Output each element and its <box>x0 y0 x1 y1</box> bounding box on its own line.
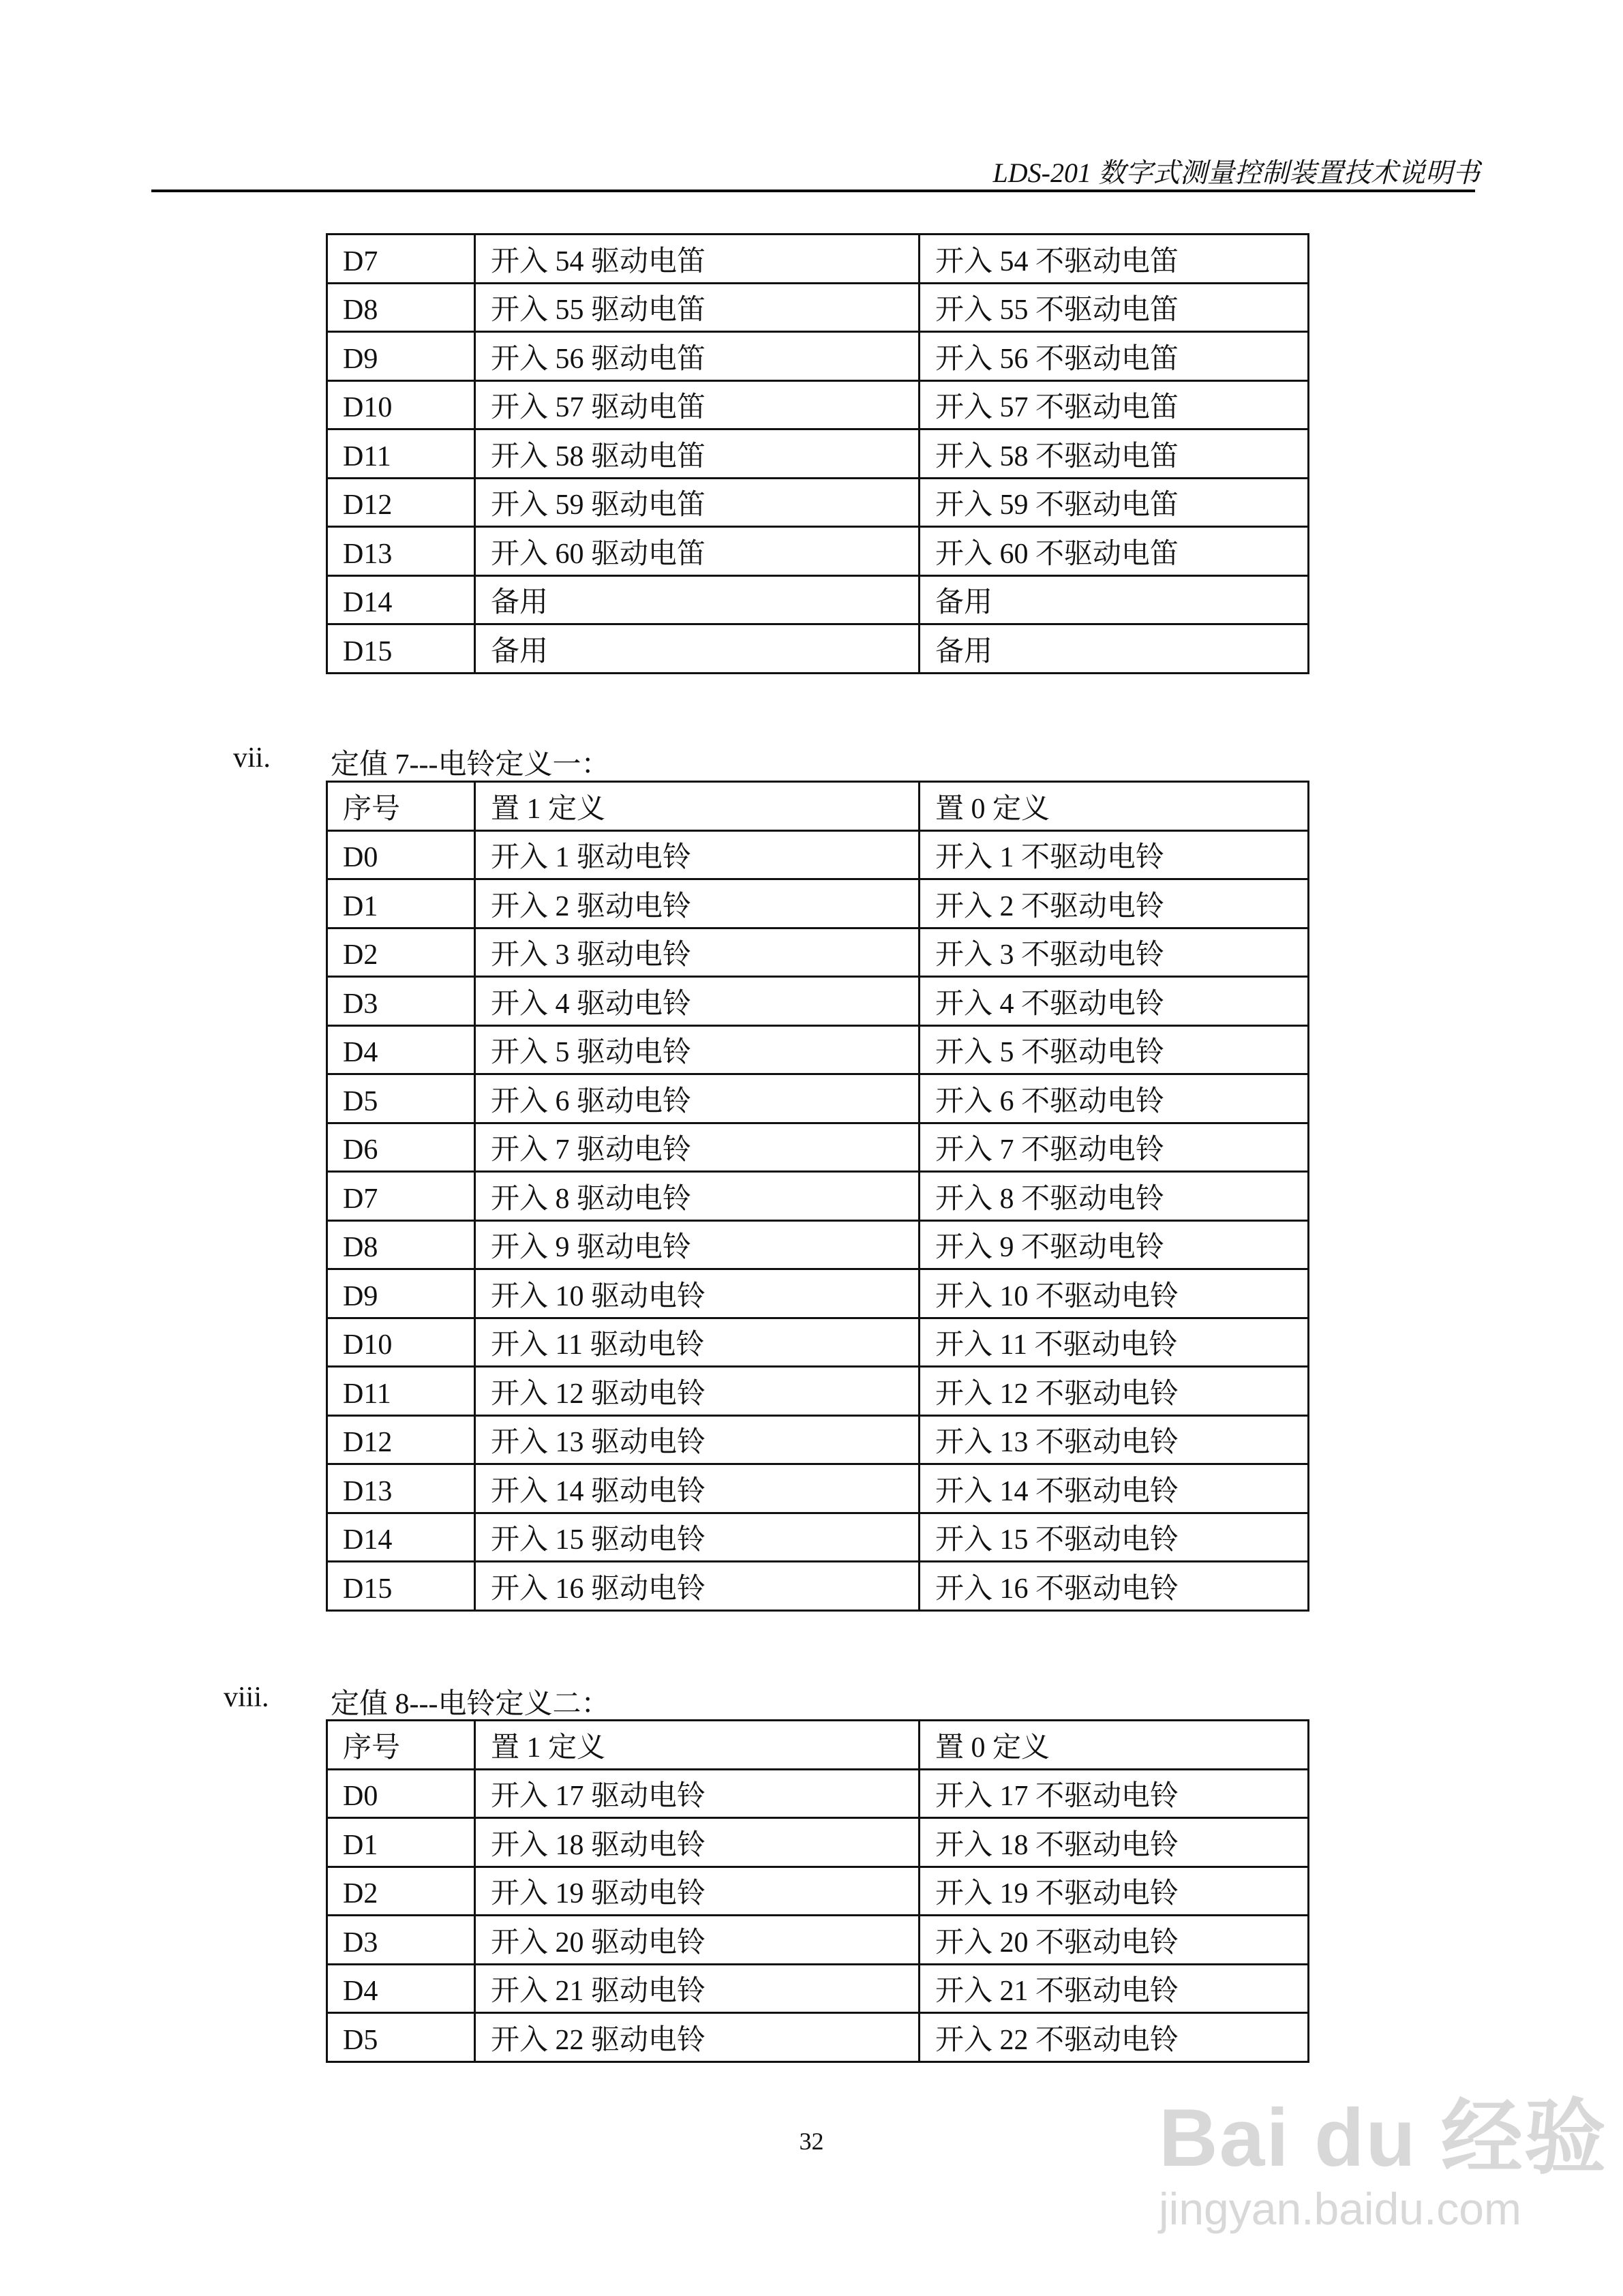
table-row <box>327 1220 1309 1269</box>
table-row <box>327 1916 1309 1965</box>
set-1-definition-cell: 开入 59 驱动电笛 <box>475 478 920 527</box>
table-row <box>327 527 1309 576</box>
set-1-definition-cell: 开入 6 驱动电铃 <box>475 1074 920 1123</box>
set-0-definition-cell: 开入 1 不驱动电铃 <box>920 830 1309 879</box>
bit-index-cell: D11 <box>327 1367 475 1416</box>
baidu-jingyan-watermark <box>1159 2072 1607 2235</box>
table-row <box>327 879 1309 928</box>
set-1-definition-cell: 置 1 定义 <box>475 782 920 831</box>
watermark-logo: Bai du 经验 <box>1159 2092 1608 2184</box>
bit-index-cell: D14 <box>327 1513 475 1562</box>
set-1-definition-cell: 开入 4 驱动电铃 <box>475 977 920 1026</box>
set-1-definition-cell: 开入 16 驱动电铃 <box>475 1562 920 1611</box>
table-bell-definition-2 <box>326 1719 1309 2063</box>
set-0-definition-cell: 开入 9 不驱动电铃 <box>920 1220 1309 1269</box>
bit-index-cell: D12 <box>327 1415 475 1464</box>
table-row <box>327 1464 1309 1513</box>
table-row <box>327 782 1309 831</box>
bit-index-cell: D11 <box>327 429 475 479</box>
table-row <box>327 1269 1309 1318</box>
section-title-viii: 定值 8---电铃定义二： <box>331 1689 610 1720</box>
set-0-definition-cell: 开入 6 不驱动电铃 <box>920 1074 1309 1123</box>
table-row <box>327 332 1309 381</box>
set-0-definition-cell: 开入 20 不驱动电铃 <box>920 1916 1309 1965</box>
set-1-definition-cell: 开入 57 驱动电笛 <box>475 380 920 429</box>
set-0-definition-cell: 开入 59 不驱动电笛 <box>920 478 1309 527</box>
bit-index-cell: D8 <box>327 283 475 332</box>
set-1-definition-cell: 开入 3 驱动电铃 <box>475 928 920 977</box>
table-row <box>327 1964 1309 2013</box>
set-1-definition-cell: 开入 15 驱动电铃 <box>475 1513 920 1562</box>
table-row <box>327 575 1309 624</box>
table-row <box>327 1074 1309 1123</box>
table-row <box>327 1123 1309 1172</box>
table-row <box>327 1025 1309 1074</box>
set-1-definition-cell: 开入 19 驱动电铃 <box>475 1867 920 1916</box>
set-0-definition-cell: 开入 13 不驱动电铃 <box>920 1415 1309 1464</box>
table-row <box>327 1415 1309 1464</box>
running-header: LDS-201 数字式测量控制装置技术说明书 <box>992 157 1480 188</box>
set-0-definition-cell: 开入 58 不驱动电笛 <box>920 429 1309 479</box>
set-0-definition-cell: 置 0 定义 <box>920 782 1309 831</box>
set-1-definition-cell: 开入 54 驱动电笛 <box>475 235 920 284</box>
bit-index-cell: D4 <box>327 1964 475 2013</box>
bit-index-cell: D8 <box>327 1220 475 1269</box>
set-0-definition-cell: 置 0 定义 <box>920 1721 1309 1770</box>
set-1-definition-cell: 置 1 定义 <box>475 1721 920 1770</box>
table-row <box>327 830 1309 879</box>
bit-index-cell: D13 <box>327 527 475 576</box>
set-1-definition-cell: 开入 55 驱动电笛 <box>475 283 920 332</box>
table-row <box>327 928 1309 977</box>
table-row <box>327 1818 1309 1867</box>
set-1-definition-cell: 开入 7 驱动电铃 <box>475 1123 920 1172</box>
bit-index-cell: D1 <box>327 1818 475 1867</box>
set-0-definition-cell: 开入 56 不驱动电笛 <box>920 332 1309 381</box>
bit-index-cell: D1 <box>327 879 475 928</box>
bit-index-cell: D12 <box>327 478 475 527</box>
bit-index-cell: D7 <box>327 1172 475 1221</box>
table-row <box>327 1367 1309 1416</box>
set-0-definition-cell: 开入 7 不驱动电铃 <box>920 1123 1309 1172</box>
set-1-definition-cell: 开入 12 驱动电铃 <box>475 1367 920 1416</box>
bit-index-cell: D15 <box>327 1562 475 1611</box>
set-0-definition-cell: 开入 5 不驱动电铃 <box>920 1025 1309 1074</box>
bit-index-cell: D5 <box>327 1074 475 1123</box>
set-1-definition-cell: 开入 2 驱动电铃 <box>475 879 920 928</box>
set-0-definition-cell: 开入 16 不驱动电铃 <box>920 1562 1309 1611</box>
table-row <box>327 1318 1309 1367</box>
set-1-definition-cell: 开入 9 驱动电铃 <box>475 1220 920 1269</box>
bit-index-cell: D3 <box>327 977 475 1026</box>
section-number-viii: viii. <box>224 1682 269 1713</box>
table-row <box>327 1513 1309 1562</box>
table-row <box>327 235 1309 284</box>
set-1-definition-cell: 开入 11 驱动电铃 <box>475 1318 920 1367</box>
table-row <box>327 1172 1309 1221</box>
bit-index-cell: D2 <box>327 1867 475 1916</box>
set-1-definition-cell: 开入 56 驱动电笛 <box>475 332 920 381</box>
bit-index-cell: D3 <box>327 1916 475 1965</box>
set-0-definition-cell: 开入 19 不驱动电铃 <box>920 1867 1309 1916</box>
set-1-definition-cell: 备用 <box>475 575 920 624</box>
set-1-definition-cell: 开入 17 驱动电铃 <box>475 1769 920 1818</box>
table-row <box>327 283 1309 332</box>
table-row <box>327 380 1309 429</box>
bit-index-cell: D5 <box>327 2013 475 2062</box>
set-0-definition-cell: 开入 4 不驱动电铃 <box>920 977 1309 1026</box>
set-0-definition-cell: 开入 55 不驱动电笛 <box>920 283 1309 332</box>
table-row <box>327 1769 1309 1818</box>
set-1-definition-cell: 开入 8 驱动电铃 <box>475 1172 920 1221</box>
bit-index-cell: 序号 <box>327 782 475 831</box>
set-0-definition-cell: 开入 22 不驱动电铃 <box>920 2013 1309 2062</box>
bit-index-cell: D14 <box>327 575 475 624</box>
table-bell-definition-1 <box>326 781 1309 1612</box>
set-0-definition-cell: 开入 17 不驱动电铃 <box>920 1769 1309 1818</box>
bit-index-cell: D10 <box>327 380 475 429</box>
set-0-definition-cell: 开入 54 不驱动电笛 <box>920 235 1309 284</box>
bit-index-cell: D2 <box>327 928 475 977</box>
set-1-definition-cell: 开入 13 驱动电铃 <box>475 1415 920 1464</box>
table-row <box>327 977 1309 1026</box>
bit-index-cell: D7 <box>327 235 475 284</box>
set-0-definition-cell: 开入 14 不驱动电铃 <box>920 1464 1309 1513</box>
set-1-definition-cell: 开入 14 驱动电铃 <box>475 1464 920 1513</box>
set-0-definition-cell: 开入 10 不驱动电铃 <box>920 1269 1309 1318</box>
bit-index-cell: D9 <box>327 1269 475 1318</box>
section-title-vii: 定值 7---电铃定义一： <box>331 749 610 781</box>
set-1-definition-cell: 开入 10 驱动电铃 <box>475 1269 920 1318</box>
set-1-definition-cell: 开入 21 驱动电铃 <box>475 1964 920 2013</box>
set-1-definition-cell: 开入 58 驱动电笛 <box>475 429 920 479</box>
set-1-definition-cell: 开入 60 驱动电笛 <box>475 527 920 576</box>
bit-index-cell: D6 <box>327 1123 475 1172</box>
page-number: 32 <box>799 2128 824 2155</box>
set-0-definition-cell: 开入 57 不驱动电笛 <box>920 380 1309 429</box>
bit-index-cell: D4 <box>327 1025 475 1074</box>
section-number-vii: vii. <box>233 742 271 774</box>
set-1-definition-cell: 备用 <box>475 624 920 674</box>
set-0-definition-cell: 开入 60 不驱动电笛 <box>920 527 1309 576</box>
set-0-definition-cell: 备用 <box>920 575 1309 624</box>
table-row <box>327 1867 1309 1916</box>
table-row <box>327 1562 1309 1611</box>
bit-index-cell: D0 <box>327 1769 475 1818</box>
set-0-definition-cell: 开入 3 不驱动电铃 <box>920 928 1309 977</box>
table-electric-horn-continued <box>326 233 1309 674</box>
set-0-definition-cell: 开入 2 不驱动电铃 <box>920 879 1309 928</box>
set-0-definition-cell: 开入 8 不驱动电铃 <box>920 1172 1309 1221</box>
set-1-definition-cell: 开入 18 驱动电铃 <box>475 1818 920 1867</box>
header-rule <box>151 190 1475 192</box>
bit-index-cell: D10 <box>327 1318 475 1367</box>
bit-index-cell: D9 <box>327 332 475 381</box>
bit-index-cell: 序号 <box>327 1721 475 1770</box>
set-0-definition-cell: 开入 21 不驱动电铃 <box>920 1964 1309 2013</box>
table-row <box>327 478 1309 527</box>
set-0-definition-cell: 开入 18 不驱动电铃 <box>920 1818 1309 1867</box>
set-0-definition-cell: 开入 15 不驱动电铃 <box>920 1513 1309 1562</box>
bit-index-cell: D13 <box>327 1464 475 1513</box>
table-row <box>327 429 1309 479</box>
set-1-definition-cell: 开入 1 驱动电铃 <box>475 830 920 879</box>
watermark-url: jingyan.baidu.com <box>1159 2184 1521 2234</box>
bit-index-cell: D0 <box>327 830 475 879</box>
set-1-definition-cell: 开入 22 驱动电铃 <box>475 2013 920 2062</box>
table-row <box>327 624 1309 674</box>
set-0-definition-cell: 开入 12 不驱动电铃 <box>920 1367 1309 1416</box>
table-row <box>327 1721 1309 1770</box>
set-1-definition-cell: 开入 5 驱动电铃 <box>475 1025 920 1074</box>
bit-index-cell: D15 <box>327 624 475 674</box>
set-1-definition-cell: 开入 20 驱动电铃 <box>475 1916 920 1965</box>
table-row <box>327 2013 1309 2062</box>
set-0-definition-cell: 开入 11 不驱动电铃 <box>920 1318 1309 1367</box>
set-0-definition-cell: 备用 <box>920 624 1309 674</box>
